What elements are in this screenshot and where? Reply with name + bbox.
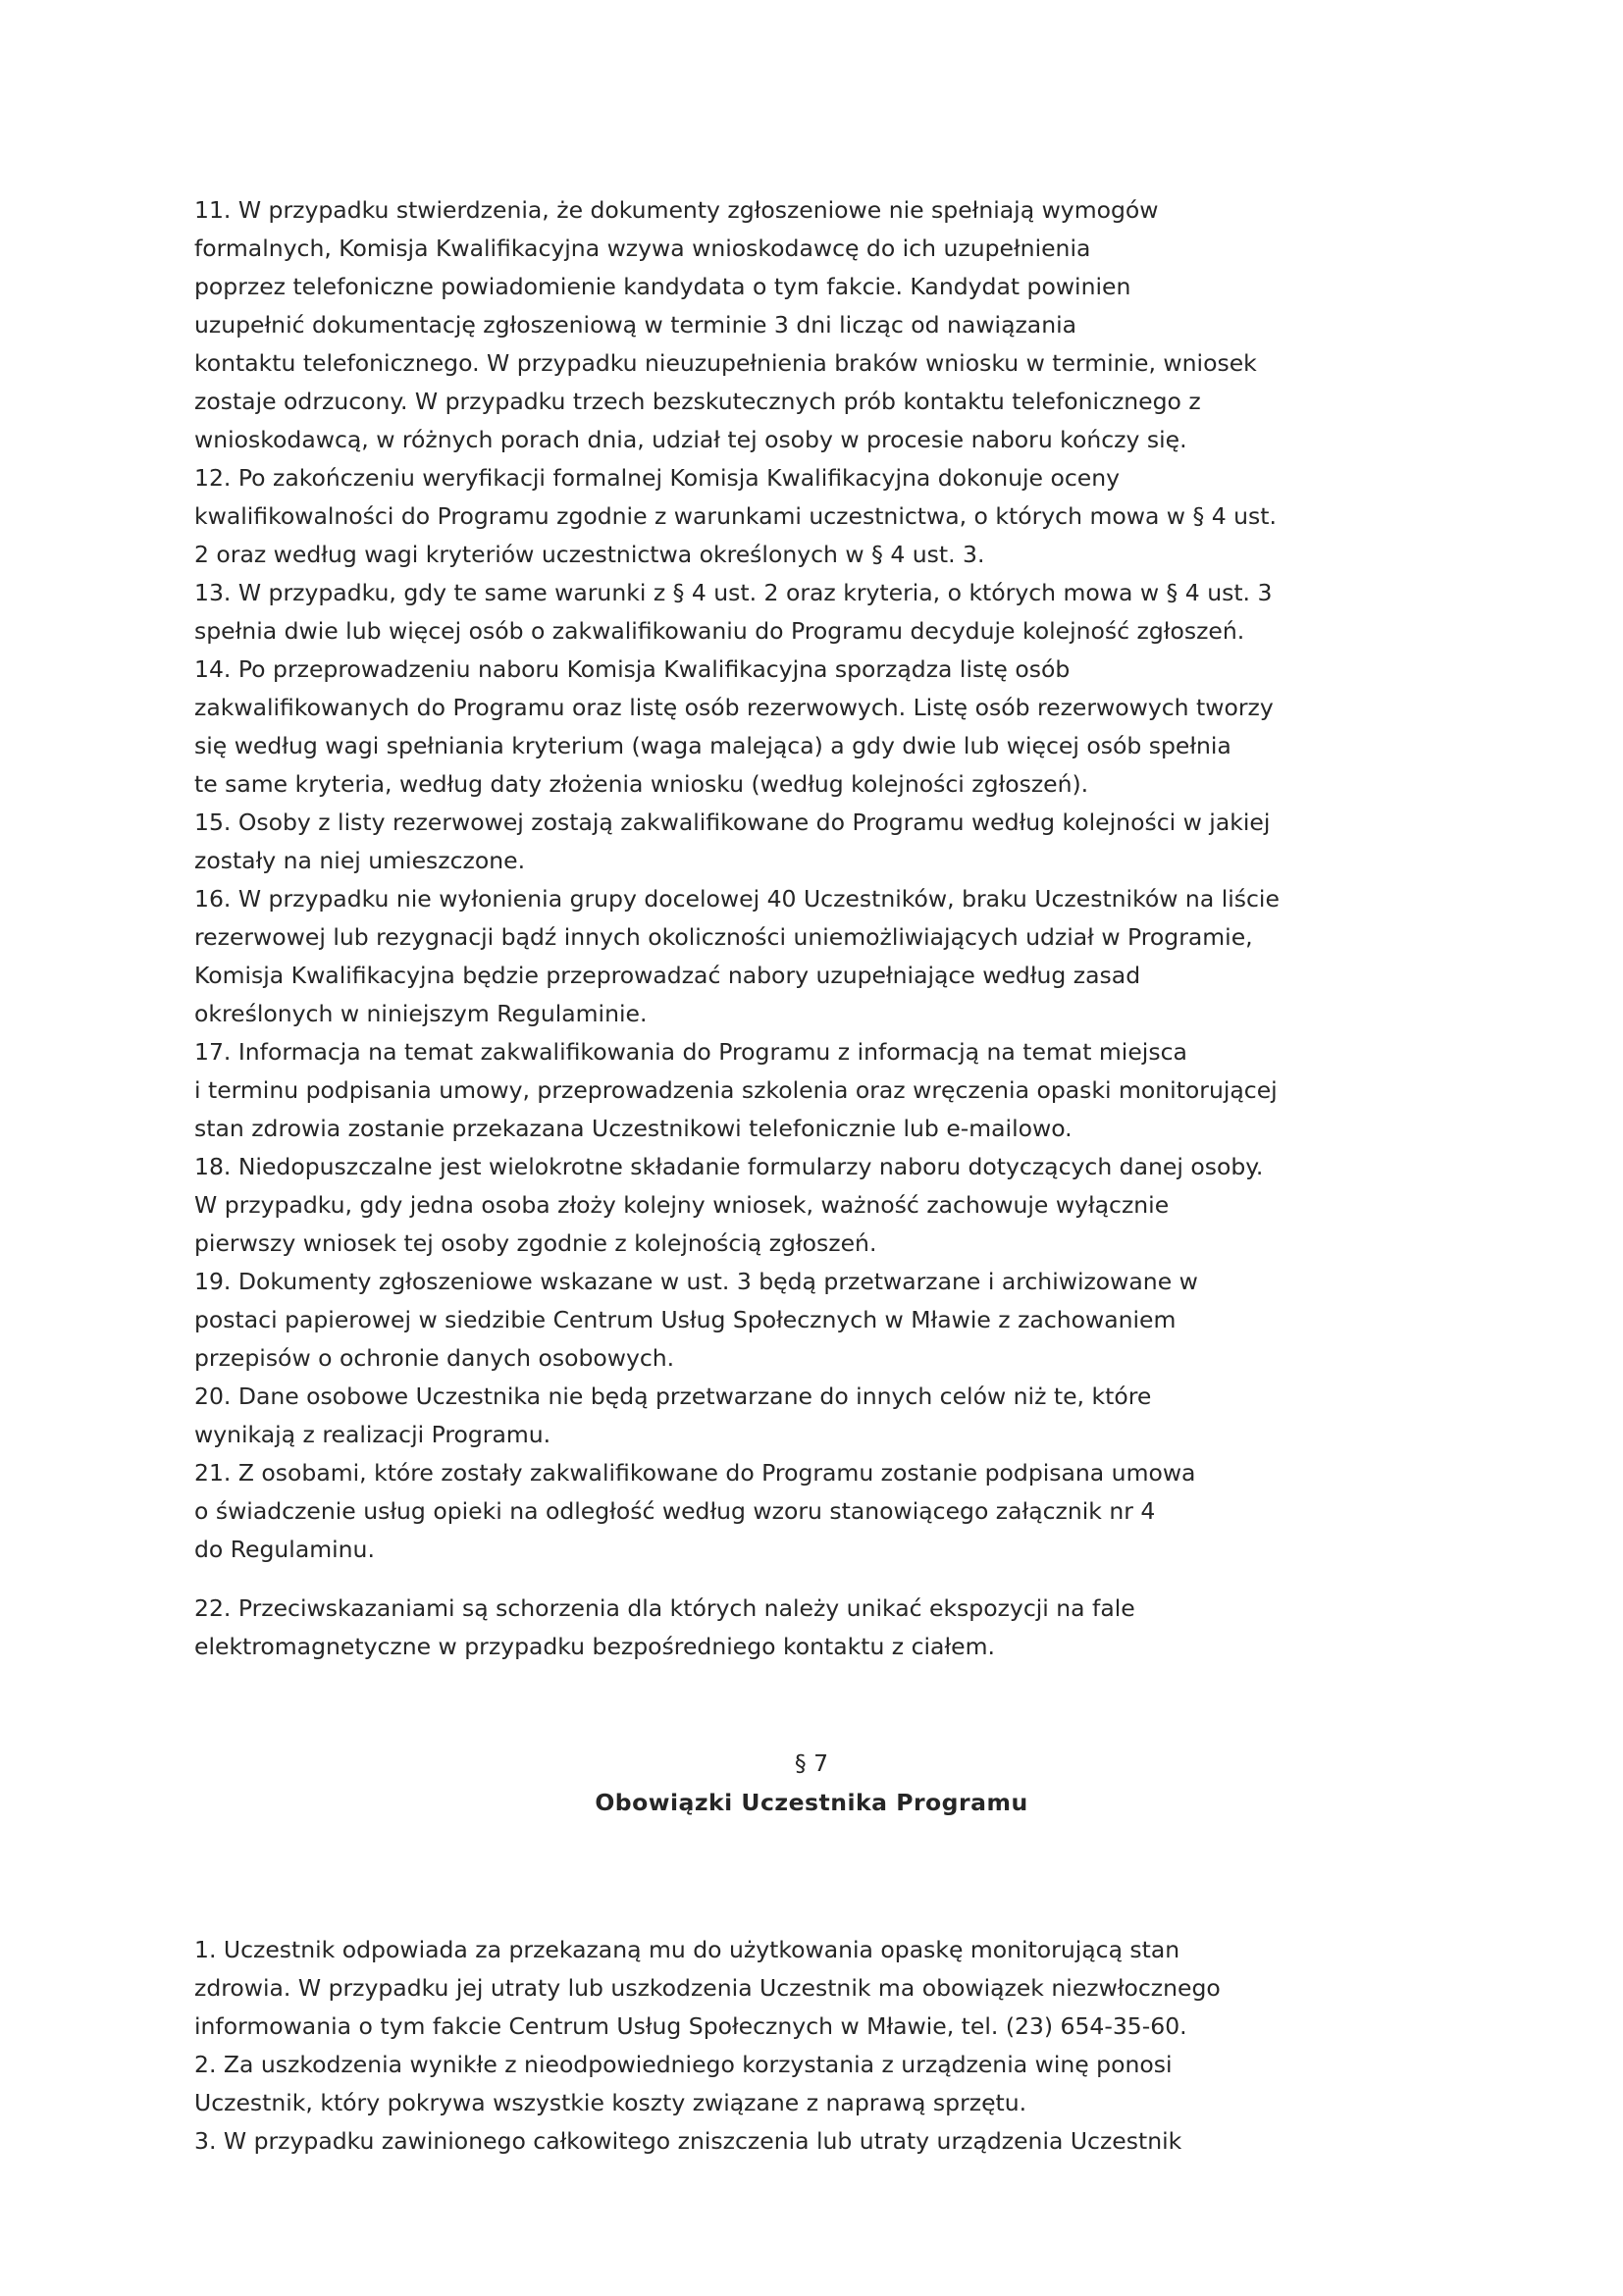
section-paragraph-3 xyxy=(194,2122,1460,2161)
text-line: te same kryteria, według daty złożenia wniosku (według kolejności zgłoszeń). xyxy=(194,770,1089,798)
paragraph-16 xyxy=(194,880,1460,1033)
text-line: 1. Uczestnik odpowiada za przekazaną mu do użytkowania opaskę monitorującą stan xyxy=(194,1936,1180,1963)
text-line: zdrowia. W przypadku jej utraty lub uszkodzenia Uczestnik ma obowiązek niezwłocznego xyxy=(194,1974,1221,2002)
text-line: 2 oraz według wagi kryteriów uczestnictwa określonych w § 4 ust. 3. xyxy=(194,541,985,568)
text-line: Komisja Kwalifikacyjna będzie przeprowadzać nabory uzupełniające według zasad xyxy=(194,962,1141,989)
text-line: zostały na niej umieszczone. xyxy=(194,847,526,874)
section-paragraph-2 xyxy=(194,2046,1460,2122)
paragraph-21 xyxy=(194,1454,1460,1569)
text-line: 3. W przypadku zawinionego całkowitego zniszczenia lub utraty urządzenia Uczestnik xyxy=(194,2127,1182,2155)
text-line: o świadczenie usług opieki na odległość według wzoru stanowiącego załącznik nr 4 xyxy=(194,1497,1156,1525)
text-line: uzupełnić dokumentację zgłoszeniową w terminie 3 dni licząc od nawiązania xyxy=(194,311,1077,339)
paragraph-14 xyxy=(194,651,1460,804)
paragraph-11 xyxy=(194,191,1460,459)
text-line: 2. Za uszkodzenia wynikłe z nieodpowiedniego korzystania z urządzenia winę ponosi xyxy=(194,2051,1173,2078)
paragraph-17 xyxy=(194,1033,1460,1148)
text-line: poprzez telefoniczne powiadomienie kandydata o tym fakcie. Kandydat powinien xyxy=(194,273,1131,300)
text-line: rezerwowej lub rezygnacji bądź innych okoliczności uniemożliwiających udział w Programie, xyxy=(194,923,1253,951)
text-line: 14. Po przeprowadzeniu naboru Komisja Kwalifikacyjna sporządza listę osób xyxy=(194,655,1071,683)
paragraph-22 xyxy=(194,1590,1460,1666)
text-line: 19. Dokumenty zgłoszeniowe wskazane w ust. 3 będą przetwarzane i archiwizowane w xyxy=(194,1268,1198,1295)
paragraph-12 xyxy=(194,459,1460,574)
text-line: zostaje odrzucony. W przypadku trzech bezskutecznych prób kontaktu telefonicznego z xyxy=(194,388,1201,415)
text-line: przepisów o ochronie danych osobowych. xyxy=(194,1344,675,1372)
text-line: 18. Niedopuszczalne jest wielokrotne składanie formularzy naboru dotyczących danej osoby. xyxy=(194,1153,1264,1180)
section-number: § 7 xyxy=(794,1749,829,1777)
text-line: postaci papierowej w siedzibie Centrum Usług Społecznych w Mławie z zachowaniem xyxy=(194,1306,1177,1333)
text-line: spełnia dwie lub więcej osób o zakwalifikowaniu do Programu decyduje kolejność zgłoszeń. xyxy=(194,617,1245,645)
paragraph-spacer xyxy=(194,1569,1460,1590)
text-line: 21. Z osobami, które zostały zakwalifikowane do Programu zostanie podpisana umowa xyxy=(194,1459,1196,1487)
text-line: wnioskodawcą, w różnych porach dnia, udział tej osoby w procesie naboru kończy się. xyxy=(194,426,1187,453)
text-line: 16. W przypadku nie wyłonienia grupy docelowej 40 Uczestników, braku Uczestników na liście xyxy=(194,885,1280,913)
text-line: kontaktu telefonicznego. W przypadku nieuzupełnienia braków wniosku w terminie, wniosek xyxy=(194,349,1257,377)
text-line: 17. Informacja na temat zakwalifikowania do Programu z informacją na temat miejsca xyxy=(194,1038,1187,1066)
regulation-body xyxy=(194,191,1460,1666)
text-line: określonych w niniejszym Regulaminie. xyxy=(194,1000,648,1027)
text-line: 11. W przypadku stwierdzenia, że dokumenty zgłoszeniowe nie spełniają wymogów xyxy=(194,196,1159,224)
text-line: 13. W przypadku, gdy te same warunki z § 4 ust. 2 oraz kryteria, o których mowa w § 4 ust. 3 xyxy=(194,579,1273,606)
paragraph-19 xyxy=(194,1263,1460,1378)
text-line: 15. Osoby z listy rezerwowej zostają zakwalifikowane do Programu według kolejności w jakiej xyxy=(194,809,1271,836)
section-title: Obowiązki Uczestnika Programu xyxy=(595,1789,1028,1816)
text-line: do Regulaminu. xyxy=(194,1536,375,1563)
text-line: zakwalifikowanych do Programu oraz listę osób rezerwowych. Listę osób rezerwowych tworzy xyxy=(194,694,1274,721)
section-7-body xyxy=(194,1931,1460,2161)
text-line: elektromagnetyczne w przypadku bezpośredniego kontaktu z ciałem. xyxy=(194,1633,995,1660)
paragraph-20 xyxy=(194,1378,1460,1454)
text-line: stan zdrowia zostanie przekazana Uczestnikowi telefonicznie lub e-mailowo. xyxy=(194,1115,1073,1142)
paragraph-15 xyxy=(194,804,1460,880)
text-line: pierwszy wniosek tej osoby zgodnie z kolejnością zgłoszeń. xyxy=(194,1229,877,1257)
text-line: i terminu podpisania umowy, przeprowadzenia szkolenia oraz wręczenia opaski monitorującej xyxy=(194,1076,1278,1104)
text-line: formalnych, Komisja Kwalifikacyjna wzywa wnioskodawcę do ich uzupełnienia xyxy=(194,235,1091,262)
text-line: Uczestnik, który pokrywa wszystkie koszty związane z naprawą sprzętu. xyxy=(194,2089,1027,2116)
section-paragraph-1 xyxy=(194,1931,1460,2046)
text-line: wynikają z realizacji Programu. xyxy=(194,1421,551,1448)
paragraph-13 xyxy=(194,574,1460,651)
text-line: się według wagi spełniania kryterium (waga malejąca) a gdy dwie lub więcej osób spełnia xyxy=(194,732,1231,759)
text-line: informowania o tym fakcie Centrum Usług Społecznych w Mławie, tel. (23) 654-35-60. xyxy=(194,2012,1187,2040)
text-line: 12. Po zakończeniu weryfikacji formalnej Komisja Kwalifikacyjna dokonuje oceny xyxy=(194,464,1121,492)
text-line: kwalifikowalności do Programu zgodnie z warunkami uczestnictwa, o których mowa w § 4 ust. xyxy=(194,502,1277,530)
paragraph-18 xyxy=(194,1148,1460,1263)
text-line: 22. Przeciwskazaniami są schorzenia dla których należy unikać ekspozycji na fale xyxy=(194,1594,1135,1622)
text-line: W przypadku, gdy jedna osoba złoży kolejny wniosek, ważność zachowuje wyłącznie xyxy=(194,1191,1170,1219)
text-line: 20. Dane osobowe Uczestnika nie będą przetwarzane do innych celów niż te, które xyxy=(194,1383,1152,1410)
